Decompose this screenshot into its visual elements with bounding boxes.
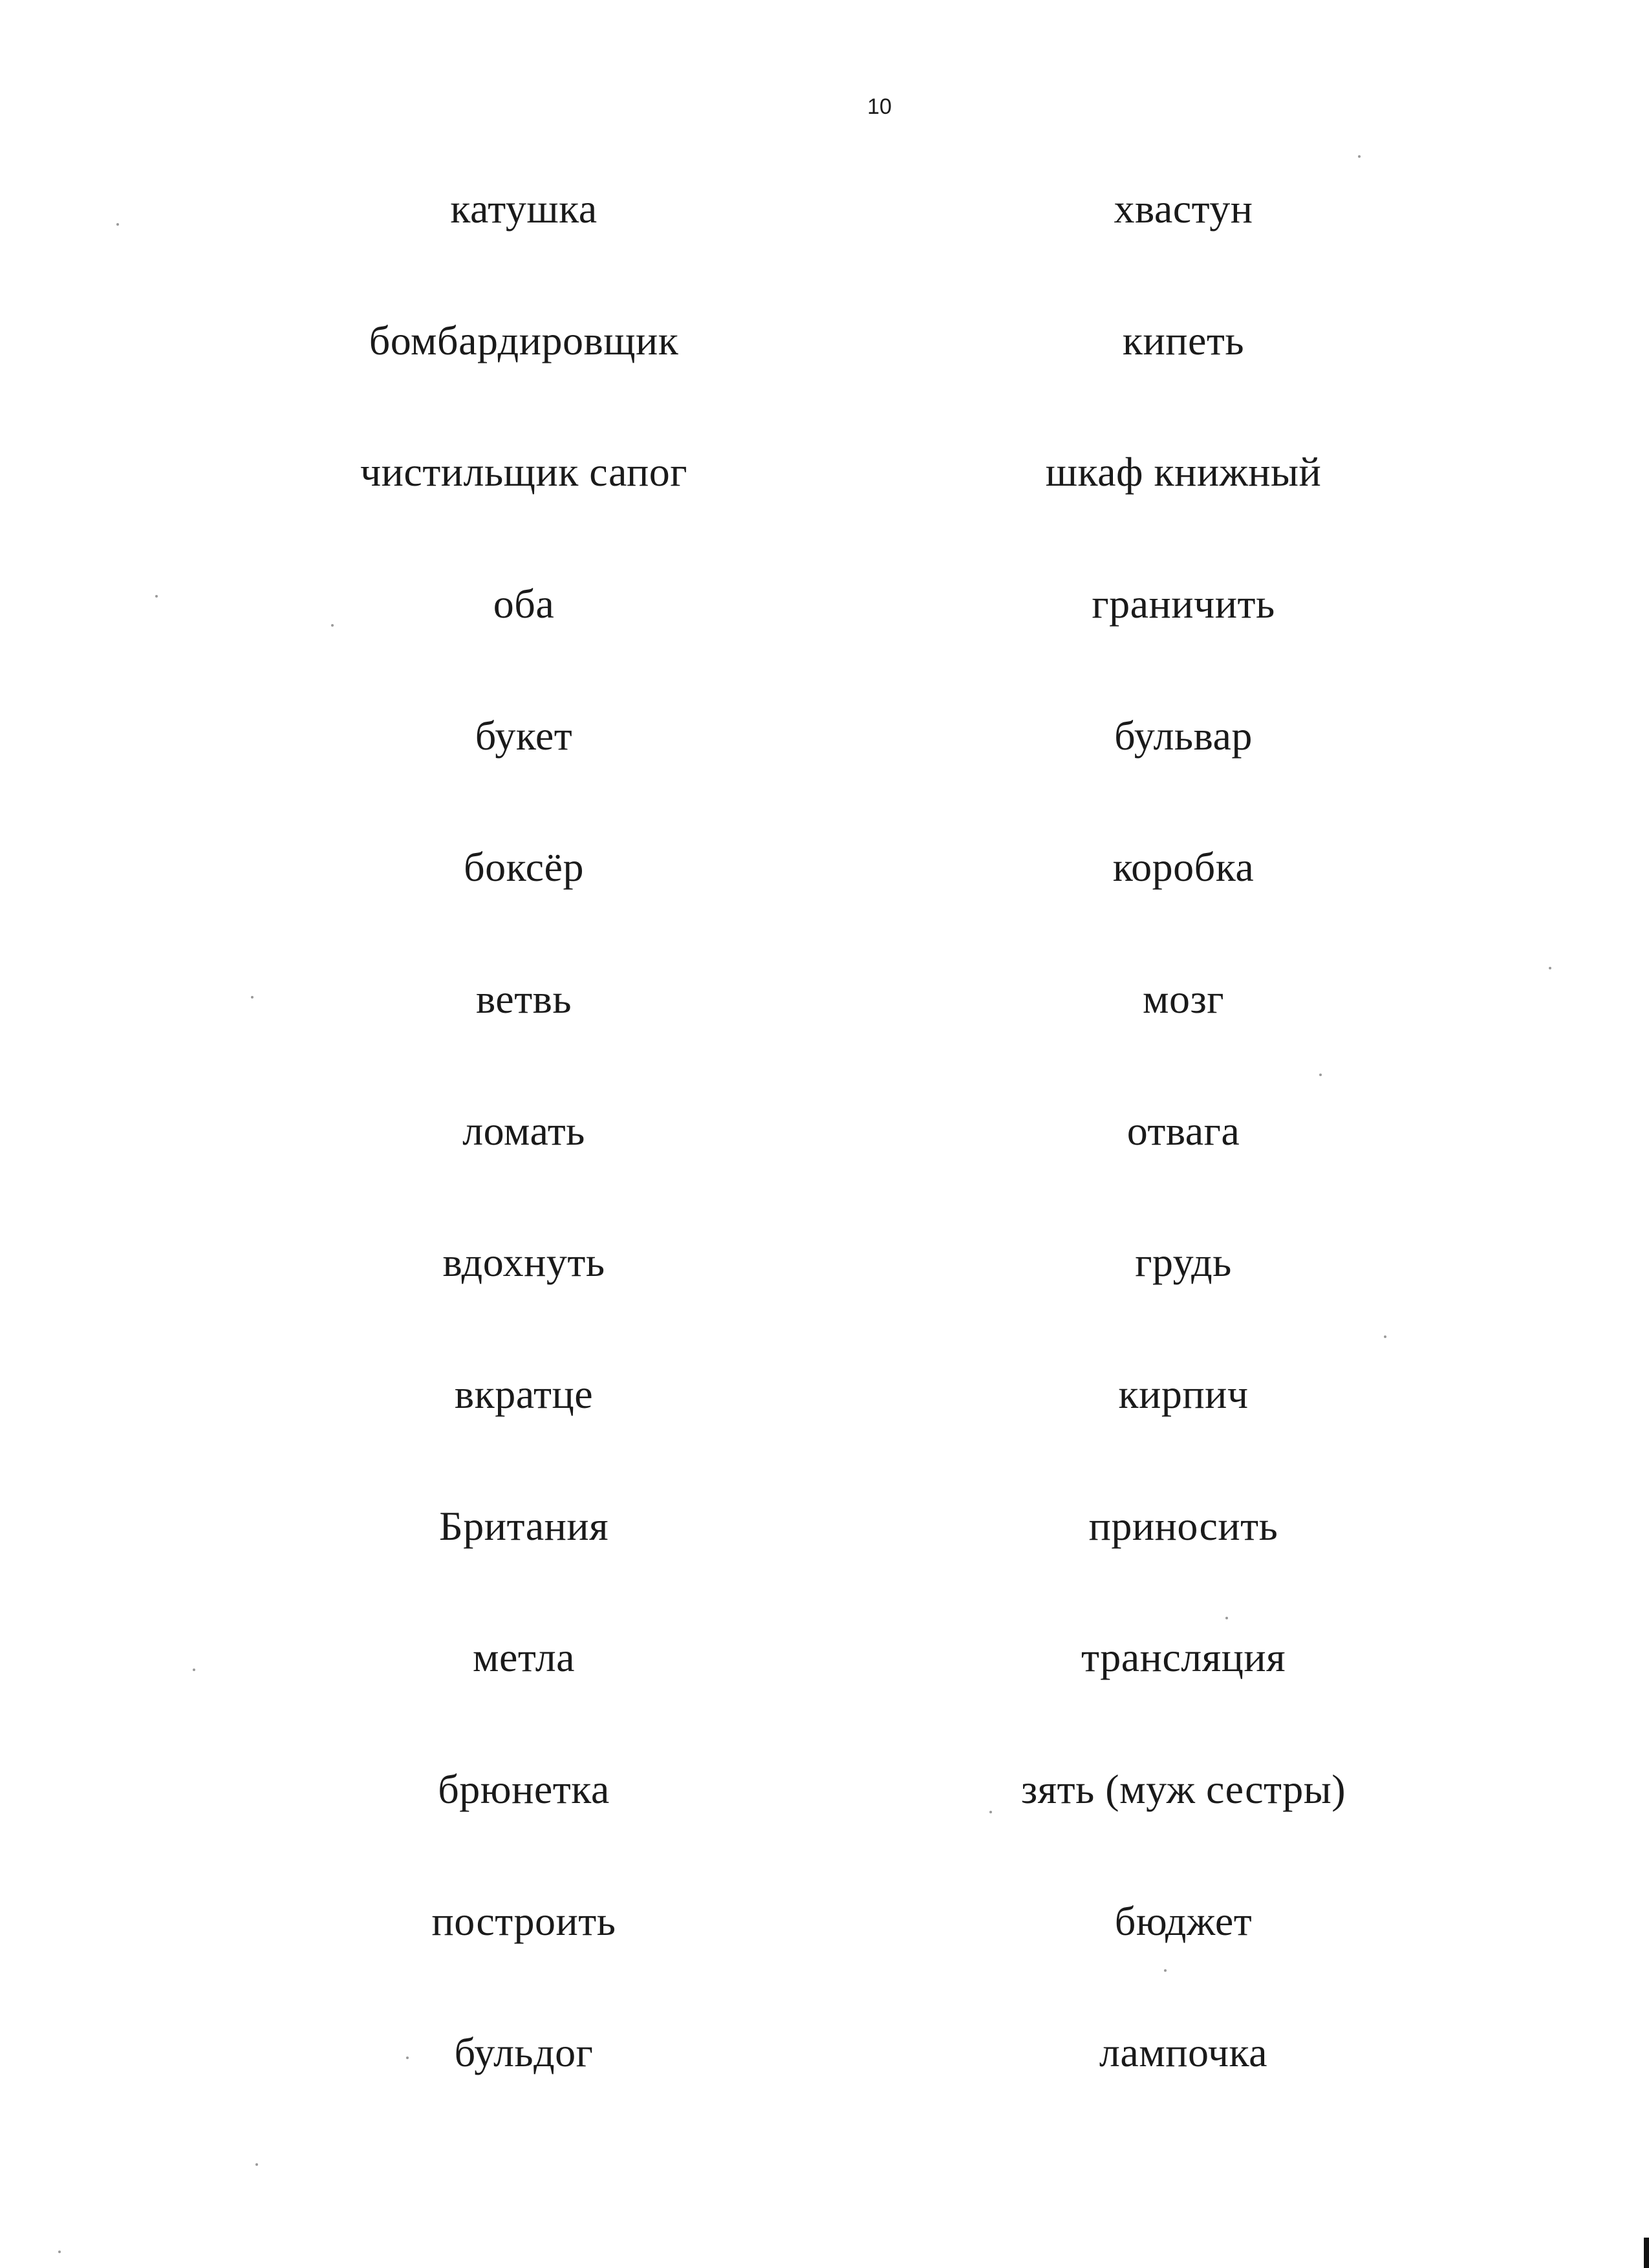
scan-speck (116, 223, 119, 226)
scan-speck (1549, 967, 1551, 969)
scan-speck (1164, 1969, 1167, 1972)
word-left: ломать (462, 1108, 585, 1154)
word-left: бульдог (454, 2029, 594, 2075)
scan-speck (1384, 1335, 1386, 1338)
word-right: лампочка (1099, 2029, 1268, 2075)
word-right: хвастун (1114, 186, 1253, 232)
scan-speck (1225, 1617, 1228, 1619)
page-number: 10 (867, 94, 892, 119)
word-left: чистильщик сапог (360, 449, 688, 495)
word-right: приносить (1088, 1503, 1278, 1549)
word-right: грудь (1135, 1239, 1232, 1285)
word-right: бюджет (1114, 1898, 1253, 1944)
word-right: граничить (1092, 581, 1275, 627)
word-right: мозг (1142, 976, 1225, 1022)
word-right: зять (муж сестры) (1020, 1766, 1346, 1812)
word-left: бомбардировщик (369, 318, 679, 363)
word-left: букет (475, 713, 573, 759)
word-left: оба (493, 581, 555, 627)
word-left: катушка (450, 186, 598, 232)
word-left: вдохнуть (442, 1239, 605, 1285)
scan-speck (251, 996, 253, 999)
word-left: построить (431, 1898, 616, 1944)
scan-speck (1319, 1074, 1322, 1076)
word-left: Британия (438, 1503, 609, 1549)
word-left: метла (472, 1634, 576, 1680)
word-left: брюнетка (438, 1766, 610, 1812)
scan-speck (255, 2163, 258, 2166)
word-left: ветвь (475, 976, 572, 1022)
scan-speck (58, 2251, 61, 2253)
scan-speck (155, 595, 158, 598)
word-right: коробка (1112, 844, 1255, 890)
scan-speck (989, 1811, 992, 1813)
word-left: вкратце (454, 1371, 594, 1417)
word-right: кипеть (1122, 318, 1245, 363)
word-right: отвага (1126, 1108, 1240, 1154)
word-right: трансляция (1081, 1634, 1286, 1680)
word-left: боксёр (464, 844, 584, 890)
word-right: кирпич (1118, 1371, 1249, 1417)
word-right: бульвар (1114, 713, 1253, 759)
scan-edge-mark (1644, 2238, 1649, 2268)
scan-speck (331, 624, 334, 627)
scan-speck (1358, 155, 1361, 158)
word-right: шкаф книжный (1045, 449, 1322, 495)
scan-speck (193, 1669, 195, 1671)
scan-speck (406, 2057, 409, 2059)
